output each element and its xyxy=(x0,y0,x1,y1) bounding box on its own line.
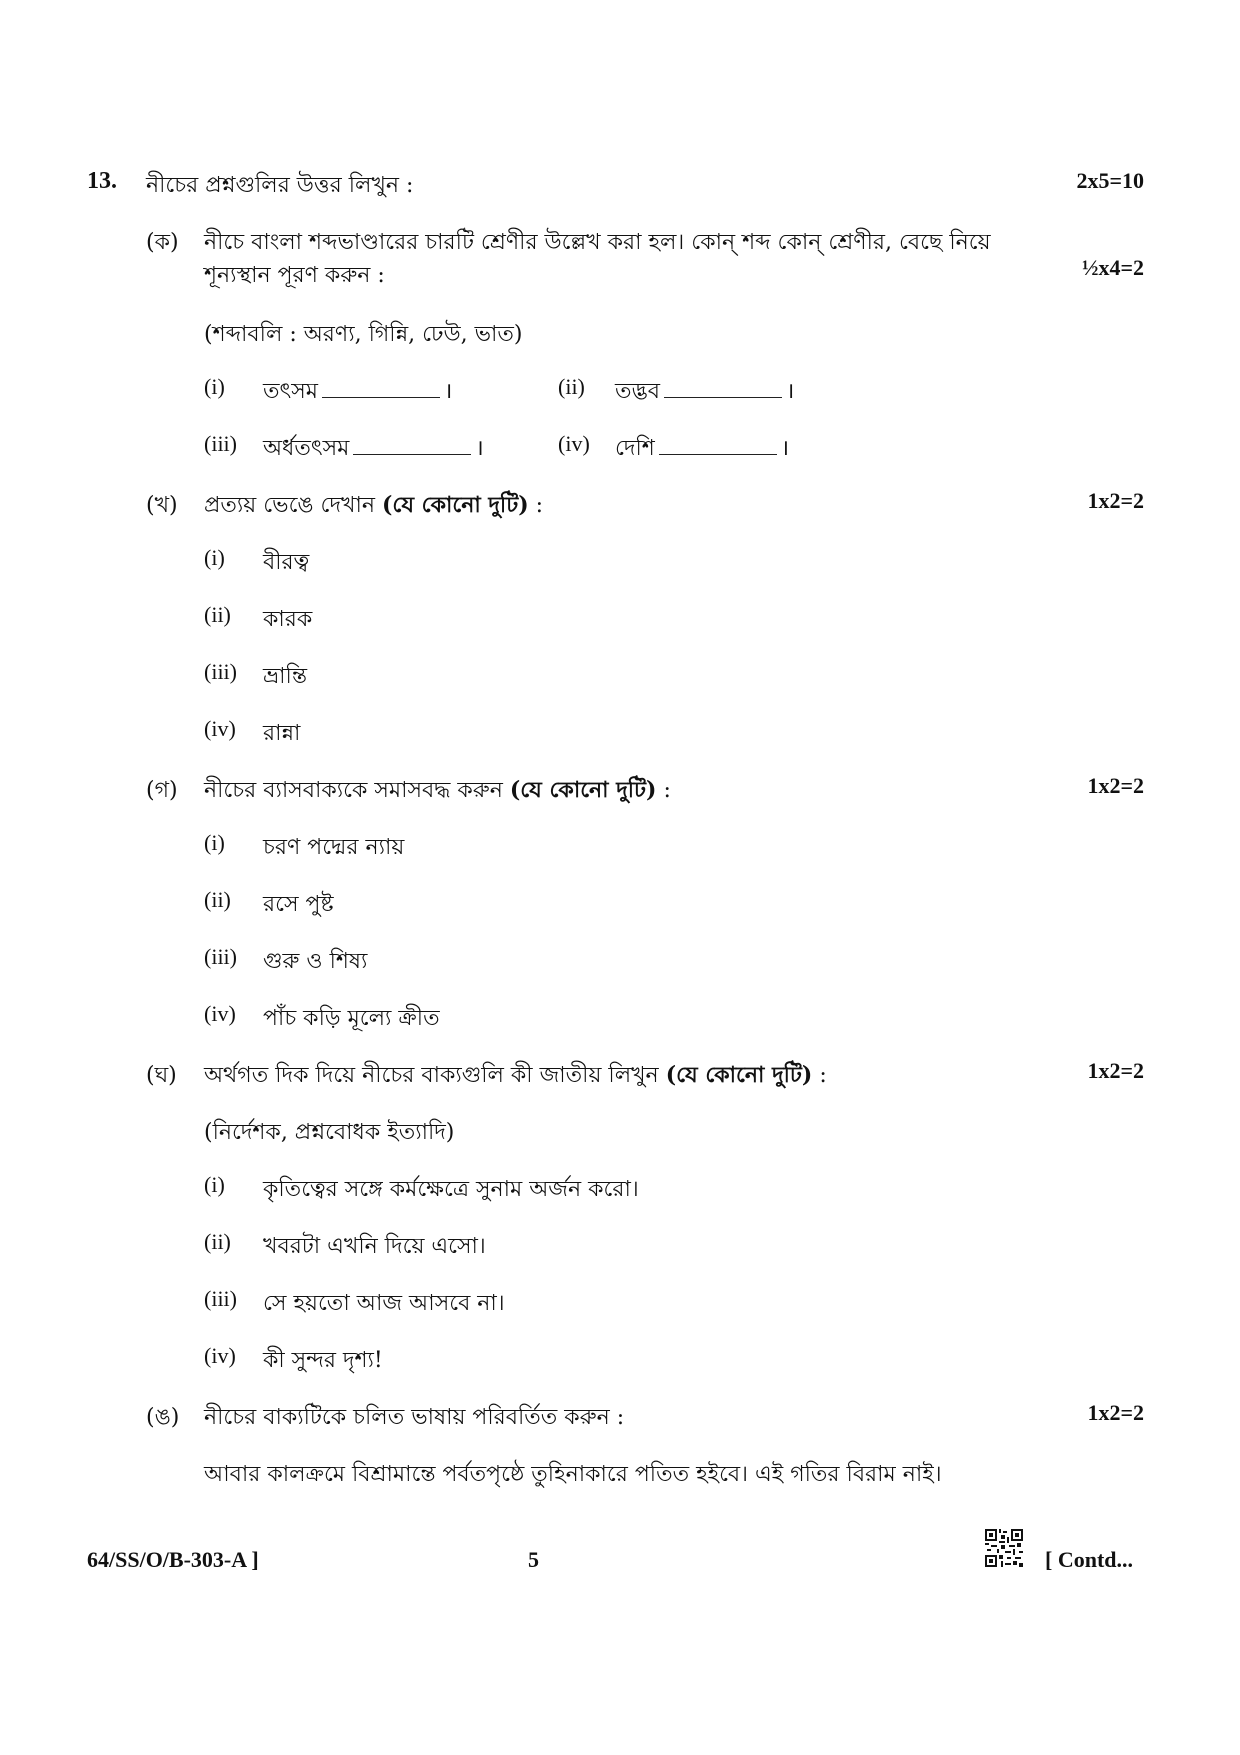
item-number: (iv) xyxy=(204,1001,236,1026)
part-ka-marks: ½x4=2 xyxy=(1081,255,1144,280)
item-text: রান্না xyxy=(263,721,301,746)
part-ka-label: (ক) xyxy=(146,230,179,255)
danda: । xyxy=(785,379,795,404)
prompt-emphasis: (যে কোনো দুটি) xyxy=(509,777,657,803)
question-total-marks: 2x5=10 xyxy=(1076,168,1144,193)
part-uma-prompt: নীচের বাক্যটিকে চলিত ভাষায় পরিবর্তিত করুন : xyxy=(204,1405,625,1430)
prompt-text: নীচের ব্যাসবাক্যকে সমাসবদ্ধ করুন xyxy=(204,778,503,803)
part-kha-label: (খ) xyxy=(146,493,178,518)
answer-blank[interactable] xyxy=(353,436,471,455)
part-ka-word-list: (শব্দাবলি : অরণ্য, গিন্নি, ঢেউ, ভাত) xyxy=(204,322,523,347)
item-text: কী সুন্দর দৃশ্য! xyxy=(263,1348,383,1373)
item-text: তদ্ভব xyxy=(615,379,660,404)
item-text: রসে পুষ্ট xyxy=(263,892,334,917)
fill-item xyxy=(204,374,225,400)
fill-item-text xyxy=(263,431,484,468)
part-kha-marks: 1x2=2 xyxy=(1087,488,1144,513)
part-ga-prompt xyxy=(204,773,671,810)
item-number: (iii) xyxy=(204,659,237,684)
item-number: (i) xyxy=(204,1172,225,1197)
item-text: ভ্রান্তি xyxy=(263,664,307,689)
item-text: কৃতিত্বের সঙ্গে কর্মক্ষেত্রে সুনাম অর্জন করো। xyxy=(263,1177,639,1202)
prompt-colon: : xyxy=(663,778,671,803)
item-number: (ii) xyxy=(204,602,231,627)
answer-blank[interactable] xyxy=(322,379,440,398)
item-text: সে হয়তো আজ আসবে না। xyxy=(263,1291,505,1316)
question-instruction: নীচের প্রশ্নগুলির উত্তর লিখুন : xyxy=(146,173,414,198)
part-uma-label: (ঙ) xyxy=(146,1405,180,1430)
fill-item-text xyxy=(615,431,789,468)
item-number: (ii) xyxy=(204,1229,231,1254)
item-number: (iv) xyxy=(204,1343,236,1368)
paper-code: 64/SS/O/B-303-A ] xyxy=(87,1547,259,1572)
part-uma-marks: 1x2=2 xyxy=(1087,1400,1144,1425)
answer-blank[interactable] xyxy=(664,379,782,398)
part-ka-line2: শূন্যস্থান পূরণ করুন : xyxy=(204,263,385,288)
part-gha-hint: (নির্দেশক, প্রশ্নবোধক ইত্যাদি) xyxy=(204,1120,455,1145)
part-gha-label: (ঘ) xyxy=(146,1063,177,1088)
item-number: (iv) xyxy=(204,716,236,741)
part-gha-prompt xyxy=(204,1058,827,1095)
part-kha-prompt xyxy=(204,488,543,525)
continued-label: [ Contd... xyxy=(1045,1547,1134,1572)
prompt-emphasis: (যে কোনো দুটি) xyxy=(665,1062,813,1088)
item-text: অর্ধতৎসম xyxy=(263,436,350,461)
fill-item xyxy=(558,431,590,457)
part-uma-sentence: আবার কালক্রমে বিশ্রামান্তে পর্বতপৃষ্ঠে তুহিনাকারে পতিত হইবে। এই গতির বিরাম নাই। xyxy=(204,1462,942,1487)
prompt-emphasis: (যে কোনো দুটি) xyxy=(382,492,529,518)
qr-code-icon xyxy=(985,1529,1023,1571)
prompt-colon: : xyxy=(819,1063,827,1088)
fill-item-text xyxy=(615,374,794,411)
part-ga-label: (গ) xyxy=(146,778,178,803)
danda: । xyxy=(475,436,484,461)
item-text: চরণ পদ্মের ন্যায় xyxy=(263,835,405,860)
page-number: 5 xyxy=(528,1547,539,1572)
item-text: কারক xyxy=(263,607,313,632)
item-number: (i) xyxy=(204,374,225,399)
prompt-text: প্রত্যয় ভেঙে দেখান xyxy=(204,493,375,518)
fill-item xyxy=(204,431,237,457)
item-text: দেশি xyxy=(615,436,655,461)
item-text: পাঁচ কড়ি মূল্যে ক্রীত xyxy=(263,1006,440,1031)
item-text: তৎসম xyxy=(263,379,319,404)
item-number: (i) xyxy=(204,545,225,570)
item-number: (ii) xyxy=(558,374,585,399)
part-gha-marks: 1x2=2 xyxy=(1087,1058,1144,1083)
part-ga-marks: 1x2=2 xyxy=(1087,773,1144,798)
item-number: (iii) xyxy=(204,944,237,969)
item-text: গুরু ও শিষ্য xyxy=(263,949,368,974)
item-number: (iii) xyxy=(204,1286,237,1311)
item-text: খবরটা এখনি দিয়ে এসো। xyxy=(263,1234,486,1259)
item-number: (iv) xyxy=(558,431,590,456)
item-number: (i) xyxy=(204,830,225,855)
danda: । xyxy=(444,379,453,404)
item-number: (iii) xyxy=(204,431,237,456)
part-ka-line1: নীচে বাংলা শব্দভাণ্ডারের চারটি শ্রেণীর উল্লেখ করা হল। কোন্ শব্দ কোন্ শ্রেণীর, বেছে নিয়ে xyxy=(204,230,991,255)
prompt-colon: : xyxy=(535,493,544,518)
fill-item-text xyxy=(263,374,452,411)
item-text: বীরত্ব xyxy=(263,550,310,575)
answer-blank[interactable] xyxy=(659,436,777,455)
prompt-text: অর্থগত দিক দিয়ে নীচের বাক্যগুলি কী জাতীয় লিখুন xyxy=(204,1063,659,1088)
danda: । xyxy=(780,436,790,461)
item-number: (ii) xyxy=(204,887,231,912)
question-number: 13. xyxy=(87,168,117,194)
fill-item xyxy=(558,374,585,400)
